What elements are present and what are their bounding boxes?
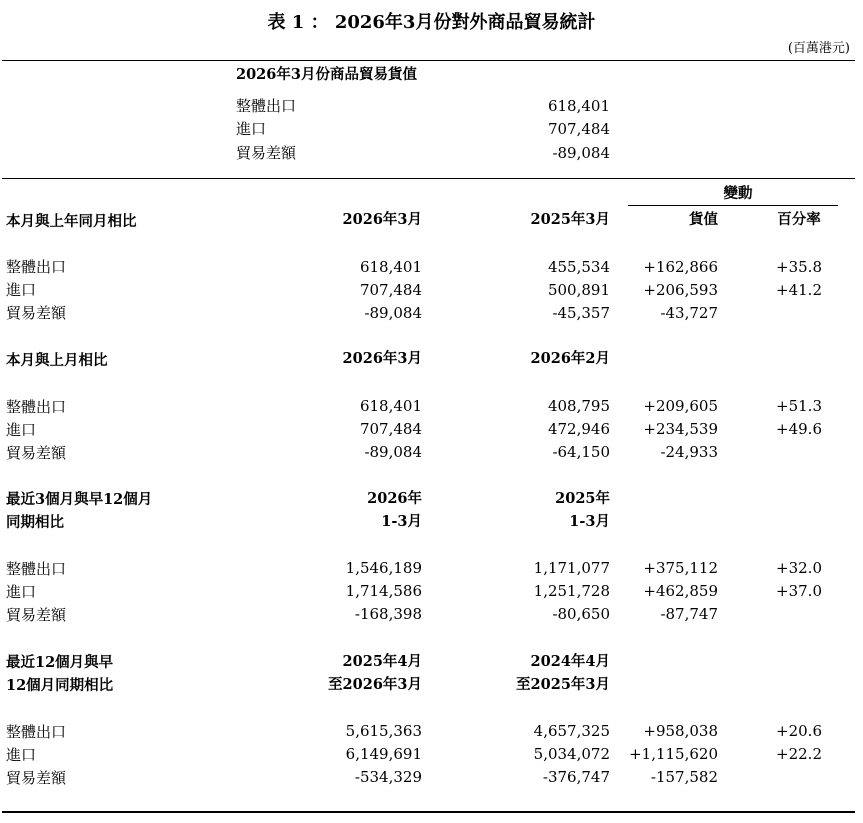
summary-label: 貿易差額 xyxy=(236,144,297,162)
row-label: 整體出口 xyxy=(6,560,67,578)
change-pct-header: 百分率 xyxy=(777,211,821,228)
section-title: 12個月同期相比 xyxy=(6,677,114,694)
change-value: -157,582 xyxy=(650,768,718,786)
table-title: 表 1 ： 2026年3月份對外商品貿易統計 xyxy=(267,12,596,33)
value-current: 707,484 xyxy=(359,420,422,438)
change-value: +234,539 xyxy=(643,420,718,438)
value-current: 707,484 xyxy=(359,281,422,299)
value-current: 6,149,691 xyxy=(345,745,422,763)
change-value: -87,747 xyxy=(660,605,718,623)
summary-heading: 2026年3月份商品貿易貨值 xyxy=(236,66,417,83)
change-pct: +37.0 xyxy=(776,582,822,600)
summary-value: 707,484 xyxy=(547,120,610,138)
change-value: -43,727 xyxy=(660,304,718,322)
value-current: -168,398 xyxy=(354,605,422,623)
row-label: 貿易差額 xyxy=(6,444,67,462)
change-pct: +22.2 xyxy=(776,745,822,763)
col2-header: 2024年4月 xyxy=(530,653,610,670)
summary-bottom-rule xyxy=(2,178,855,179)
col2-header: 2025年3月 xyxy=(530,211,610,228)
value-compare: -376,747 xyxy=(542,768,610,786)
col1-header: 2026年3月 xyxy=(342,211,422,228)
value-compare: 472,946 xyxy=(547,420,610,438)
value-compare: 1,171,077 xyxy=(533,559,610,577)
col1-header: 至2026年3月 xyxy=(328,676,422,693)
value-current: 1,546,189 xyxy=(345,559,422,577)
value-compare: -45,357 xyxy=(552,304,610,322)
change-header: 變動 xyxy=(723,185,753,202)
value-current: 618,401 xyxy=(359,397,422,415)
col1-header: 2026年 xyxy=(367,490,422,507)
change-value-header: 貨值 xyxy=(689,211,718,228)
change-pct: +41.2 xyxy=(776,281,822,299)
change-value: +162,866 xyxy=(643,258,718,276)
row-label: 進口 xyxy=(6,421,37,439)
value-compare: 5,034,072 xyxy=(533,745,610,763)
col2-header: 2025年 xyxy=(555,490,610,507)
row-label: 貿易差額 xyxy=(6,304,67,322)
value-current: 1,714,586 xyxy=(345,582,422,600)
change-pct: +20.6 xyxy=(776,722,822,740)
col2-header: 至2025年3月 xyxy=(516,676,610,693)
change-value: +1,115,620 xyxy=(629,745,718,763)
summary-label: 進口 xyxy=(236,120,267,138)
value-current: 618,401 xyxy=(359,258,422,276)
col1-header: 2026年3月 xyxy=(342,350,422,367)
section-title: 最近12個月與早 xyxy=(6,654,114,671)
value-compare: 4,657,325 xyxy=(533,722,610,740)
unit-label: (百萬港元) xyxy=(787,41,850,56)
section-title: 本月與上月相比 xyxy=(6,352,108,369)
change-header-rule xyxy=(628,205,838,206)
change-value: +206,593 xyxy=(643,281,718,299)
section-title: 最近3個月與早12個月 xyxy=(6,491,153,508)
value-compare: -80,650 xyxy=(552,605,610,623)
col1-header: 1-3月 xyxy=(381,513,422,530)
change-pct: +35.8 xyxy=(776,258,822,276)
value-current: -89,084 xyxy=(364,443,422,461)
change-value: +958,038 xyxy=(643,722,718,740)
value-current: -534,329 xyxy=(354,768,422,786)
row-label: 整體出口 xyxy=(6,398,67,416)
change-value: +209,605 xyxy=(643,397,718,415)
change-pct: +32.0 xyxy=(776,559,822,577)
value-current: 5,615,363 xyxy=(345,722,422,740)
value-compare: 455,534 xyxy=(547,258,610,276)
change-pct: +51.3 xyxy=(776,397,822,415)
change-pct: +49.6 xyxy=(776,420,822,438)
summary-value: 618,401 xyxy=(547,97,610,115)
summary-label: 整體出口 xyxy=(236,97,297,115)
col1-header: 2025年4月 xyxy=(342,653,422,670)
section-title: 同期相比 xyxy=(6,514,64,531)
section-title: 本月與上年同月相比 xyxy=(6,213,137,230)
value-compare: 408,795 xyxy=(547,397,610,415)
value-current: -89,084 xyxy=(364,304,422,322)
col2-header: 1-3月 xyxy=(569,513,610,530)
row-label: 整體出口 xyxy=(6,723,67,741)
row-label: 整體出口 xyxy=(6,258,67,276)
change-value: -24,933 xyxy=(660,443,718,461)
value-compare: -64,150 xyxy=(552,443,610,461)
row-label: 進口 xyxy=(6,583,37,601)
summary-value: -89,084 xyxy=(552,144,610,162)
row-label: 貿易差額 xyxy=(6,606,67,624)
value-compare: 500,891 xyxy=(547,281,610,299)
top-rule xyxy=(2,60,855,61)
value-compare: 1,251,728 xyxy=(533,582,610,600)
col2-header: 2026年2月 xyxy=(530,350,610,367)
change-value: +462,859 xyxy=(643,582,718,600)
bottom-rule xyxy=(2,811,855,813)
row-label: 貿易差額 xyxy=(6,769,67,787)
change-value: +375,112 xyxy=(643,559,718,577)
row-label: 進口 xyxy=(6,746,37,764)
row-label: 進口 xyxy=(6,281,37,299)
